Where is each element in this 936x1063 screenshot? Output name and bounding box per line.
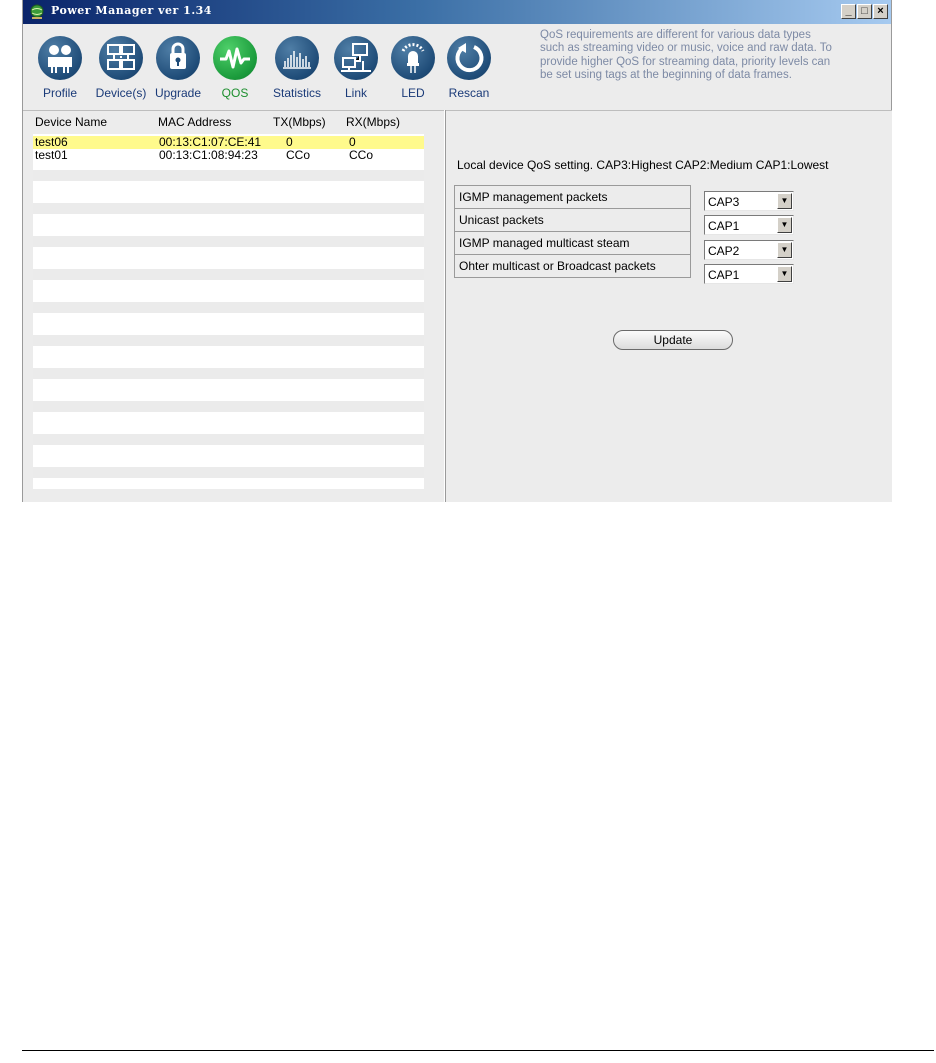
toolbar-upgrade-button[interactable] [150,36,206,100]
close-button[interactable]: × [873,4,888,19]
toolbar-label: Profile [42,86,77,100]
select-value: CAP1 [708,268,740,282]
qos-settings-table [454,185,691,278]
empty-row [33,236,424,247]
upgrade-icon [161,41,195,75]
toolbar-label: Rescan [448,86,490,100]
empty-row [33,467,424,478]
select-value: CAP2 [708,244,740,258]
tx-cell: CCo [286,148,311,162]
page-rule [22,1050,934,1051]
column-header-device-name[interactable]: Device Name [35,115,108,129]
toolbar [23,24,891,110]
select-value: CAP3 [708,195,740,209]
empty-row [33,401,424,412]
toolbar-link-button[interactable] [328,36,384,100]
qos-setting-label: Unicast packets [455,208,691,231]
column-header-mac-address[interactable]: MAC Address [158,115,232,129]
statistics-icon [280,41,314,75]
profile-icon [43,41,77,75]
toolbar-label: Upgrade [154,86,202,100]
device-list[interactable] [33,134,424,489]
dropdown-arrow-icon[interactable]: ▼ [777,242,792,258]
igmp-multicast-select[interactable] [704,240,794,260]
window-title: Power Manager ver 1.34 [51,4,212,17]
device-name-cell: test01 [35,148,68,162]
other-multicast-select[interactable] [704,264,794,284]
minimize-button[interactable]: _ [841,4,856,19]
qos-icon [218,41,252,75]
rx-cell: CCo [349,148,374,162]
qos-priority-note: Local device QoS setting. CAP3:Highest CAP2:Medium CAP1:Lowest [457,158,829,172]
update-button[interactable]: Update [613,330,733,350]
dropdown-arrow-icon[interactable]: ▼ [777,217,792,233]
qos-description: QoS requirements are different for various data types such as streaming video or music, voice and raw data. To provide higher QoS for streaming data, priority levels can be set using tags at the beginning of data frames. [540,29,832,81]
tx-cell: 0 [286,135,293,149]
dropdown-arrow-icon[interactable]: ▼ [777,266,792,282]
toolbar-label: Link [344,86,367,100]
toolbar-label: Device(s) [95,86,147,100]
toolbar-label: Statistics [272,86,321,100]
empty-row [33,368,424,379]
qos-setting-label: IGMP management packets [455,185,691,208]
dropdown-arrow-icon[interactable]: ▼ [777,193,792,209]
qos-setting-label: Ohter multicast or Broadcast packets [455,254,691,277]
device-list-pane [23,110,444,502]
unicast-select[interactable] [704,215,794,235]
link-icon [339,41,373,75]
qos-settings-pane [446,110,892,502]
toolbar-led-button[interactable] [385,36,441,100]
empty-row [33,335,424,346]
app-window [22,0,892,502]
column-header-tx[interactable]: TX(Mbps) [273,115,326,129]
empty-row [33,434,424,445]
rx-cell: 0 [349,135,356,149]
devices-icon [104,41,138,75]
toolbar-statistics-button[interactable] [269,36,325,100]
device-name-cell: test06 [35,135,68,149]
toolbar-devices-button[interactable] [93,36,149,100]
select-value: CAP1 [708,219,740,233]
igmp-management-select[interactable] [704,191,794,211]
led-icon [396,41,430,75]
qos-setting-label: IGMP managed multicast steam [455,231,691,254]
globe-app-icon [29,4,45,20]
device-row[interactable] [33,149,424,162]
empty-row [33,170,424,181]
toolbar-label: LED [401,86,425,100]
mac-address-cell: 00:13:C1:08:94:23 [159,148,258,162]
toolbar-label: QOS [221,86,249,100]
mac-address-cell: 00:13:C1:07:CE:41 [159,135,262,149]
empty-row [33,203,424,214]
toolbar-qos-button[interactable] [207,36,263,100]
toolbar-rescan-button[interactable] [441,36,497,100]
title-bar[interactable] [23,0,891,24]
empty-row [33,302,424,313]
toolbar-profile-button[interactable] [32,36,88,100]
empty-row [33,269,424,280]
column-header-rx[interactable]: RX(Mbps) [346,115,401,129]
maximize-button[interactable]: □ [857,4,872,19]
rescan-icon [452,41,486,75]
